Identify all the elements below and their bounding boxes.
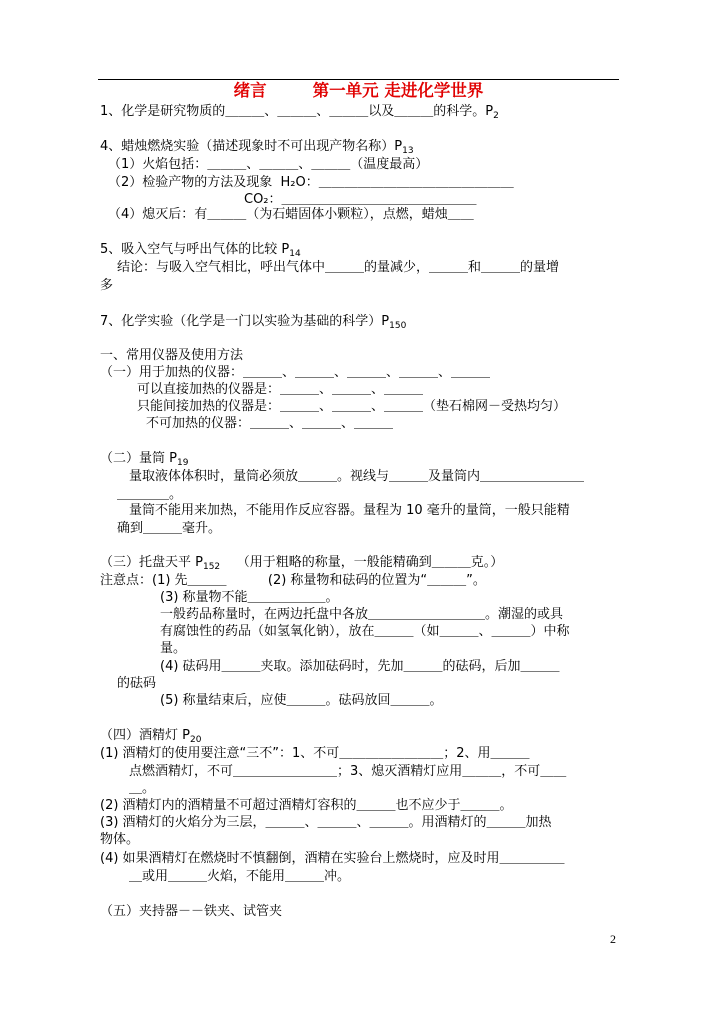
line-text: （三）托盘天平 P bbox=[100, 555, 203, 570]
text-line bbox=[137, 398, 566, 416]
page-ref-subscript: 14 bbox=[289, 249, 301, 259]
title-part2: 第一单元 走进化学世界 bbox=[312, 81, 484, 100]
line-text: (5) 称量结束后，应使＿＿＿。砝码放回＿＿＿。 bbox=[160, 693, 443, 708]
line-text: 一般药品称量时，在两边托盘中各放＿＿＿＿＿＿＿＿＿。潮湿的或具 bbox=[160, 607, 564, 622]
line-text: (1) 酒精灯的使用要注意“三不”：1、不可＿＿＿＿＿＿＿＿；2、用＿＿＿ bbox=[100, 746, 530, 761]
page-ref-subscript: 152 bbox=[202, 562, 221, 572]
line-text: 结论：与吸入空气相比，呼出气体中＿＿＿的量减少，＿＿＿和＿＿＿的量增 bbox=[117, 260, 560, 275]
line-text: 量取液体体积时，量筒必须放＿＿＿。视线与＿＿＿及量筒内＿＿＿＿＿＿＿＿ bbox=[129, 469, 585, 484]
line-text: 确到＿＿＿毫升。 bbox=[117, 521, 222, 536]
line-text: (2) 酒精灯内的酒精量不可超过酒精灯容积的＿＿＿也不应少于＿＿＿。 bbox=[100, 798, 513, 813]
line-text: （二）量筒 P bbox=[100, 451, 177, 466]
line-text: 的砝码 bbox=[117, 676, 157, 691]
title-part1: 绪言 bbox=[233, 81, 267, 100]
text-line bbox=[160, 623, 570, 641]
text-line bbox=[100, 831, 139, 849]
line-text: 注意点：(1) 先＿＿＿ (2) 称量物和砝码的位置为“＿＿＿”。 bbox=[100, 573, 486, 588]
text-line bbox=[129, 763, 566, 781]
text-line bbox=[137, 381, 423, 399]
page-ref-subscript: 20 bbox=[189, 735, 202, 745]
line-text: 可以直接加热的仪器是：＿＿＿、＿＿＿、＿＿＿ bbox=[137, 382, 424, 397]
text-line bbox=[108, 206, 474, 224]
text-line bbox=[129, 468, 584, 486]
text-line bbox=[160, 658, 560, 676]
line-text: （4）熄灭后：有＿＿＿（为石蜡固体小颗粒），点燃，蜡烛＿＿ bbox=[108, 207, 474, 222]
text-line bbox=[100, 903, 282, 921]
text-line bbox=[100, 814, 552, 832]
text-line bbox=[108, 174, 514, 192]
line-text: 物体。 bbox=[100, 832, 140, 847]
line-text: 5、吸入空气与呼出气体的比较 P bbox=[100, 242, 290, 257]
line-text: (4) 砝码用＿＿＿夹取。添加砝码时，先加＿＿＿的砝码，后加＿＿＿ bbox=[160, 659, 560, 674]
text-line bbox=[108, 156, 428, 174]
text-line bbox=[100, 797, 513, 815]
page-number: 2 bbox=[610, 932, 616, 946]
line-text: 量筒不能用来加热，不能用作反应容器。量程为 10 毫升的量筒，一般只能精 bbox=[129, 503, 570, 518]
text-line bbox=[129, 868, 350, 886]
page-title bbox=[0, 80, 717, 102]
text-line bbox=[129, 502, 570, 520]
text-line bbox=[117, 675, 156, 693]
text-line bbox=[129, 780, 155, 798]
line-text: (4) 如果酒精灯在燃烧时不慎翻倒，酒精在实验台上燃烧时，应及时用＿＿＿＿＿ bbox=[100, 851, 565, 866]
page-ref-subscript: 19 bbox=[176, 458, 189, 468]
line-text: （五）夹持器－－铁夹、试管夹 bbox=[100, 904, 283, 919]
line-text: 7、化学实验（化学是一门以实验为基础的科学）P bbox=[100, 314, 390, 329]
text-line bbox=[100, 364, 490, 382]
line-text: 4、蜡烛燃烧实验（描述现象时不可出现产物名称）P bbox=[100, 139, 403, 154]
text-line bbox=[117, 520, 221, 538]
line-text: (3) 酒精灯的火焰分为三层，＿＿＿、＿＿＿、＿＿＿。用酒精灯的＿＿＿加热 bbox=[100, 815, 552, 830]
page-ref-subscript: 13 bbox=[402, 146, 414, 156]
text-line bbox=[100, 572, 486, 590]
text-line bbox=[100, 313, 406, 335]
text-line bbox=[100, 347, 243, 365]
text-line bbox=[160, 606, 563, 624]
text-line bbox=[160, 589, 339, 607]
line-text: （四）酒精灯 P bbox=[100, 728, 190, 743]
text-line bbox=[117, 259, 559, 277]
text-line bbox=[100, 103, 499, 125]
line-text: 多 bbox=[100, 278, 114, 293]
line-text: 点燃酒精灯，不可＿＿＿＿＿＿＿＿；3、熄灭酒精灯应用＿＿＿，不可＿＿ bbox=[129, 764, 567, 779]
line-text: ＿。 bbox=[129, 781, 156, 796]
line-text: 不可加热的仪器：＿＿＿、＿＿＿、＿＿＿ bbox=[146, 416, 394, 431]
line-text: 一、常用仪器及使用方法 bbox=[100, 348, 244, 363]
text-line bbox=[160, 692, 443, 710]
text-line bbox=[100, 277, 113, 295]
line-text: （1）火焰包括：＿＿＿、＿＿＿、＿＿＿（温度最高） bbox=[108, 157, 429, 172]
line-text: （一）用于加热的仪器：＿＿＿、＿＿＿、＿＿＿、＿＿＿、＿＿＿ bbox=[100, 365, 491, 380]
text-line bbox=[100, 745, 530, 763]
line-text: CO₂：＿＿＿＿＿＿＿＿＿＿＿＿＿＿＿ bbox=[244, 192, 477, 207]
line-tail: （用于粗略的称量，一般能精确到＿＿＿克。） bbox=[220, 555, 504, 570]
line-text: 只能间接加热的仪器是：＿＿＿、＿＿＿、＿＿＿（垫石棉网－受热均匀） bbox=[137, 399, 567, 414]
line-text: ＿或用＿＿＿火焰，不能用＿＿＿冲。 bbox=[129, 869, 351, 884]
line-text: 量。 bbox=[160, 641, 187, 656]
line-text: 1、化学是研究物质的＿＿＿、＿＿＿、＿＿＿以及＿＿＿的科学。P bbox=[100, 104, 494, 119]
line-text: （2）检验产物的方法及现象 H₂O：＿＿＿＿＿＿＿＿＿＿＿＿＿＿＿ bbox=[108, 175, 514, 190]
page-ref-subscript: 150 bbox=[389, 321, 407, 331]
line-text: ＿＿＿＿。 bbox=[117, 487, 183, 502]
page-ref-subscript: 2 bbox=[493, 111, 499, 121]
text-line bbox=[100, 850, 565, 868]
text-line bbox=[146, 415, 393, 433]
text-line bbox=[160, 640, 186, 658]
line-text: (3) 称量物不能＿＿＿＿＿＿。 bbox=[160, 590, 339, 605]
line-text: 有腐蚀性的药品（如氢氧化钠），放在＿＿＿（如＿＿＿、＿＿＿）中称 bbox=[160, 624, 570, 639]
